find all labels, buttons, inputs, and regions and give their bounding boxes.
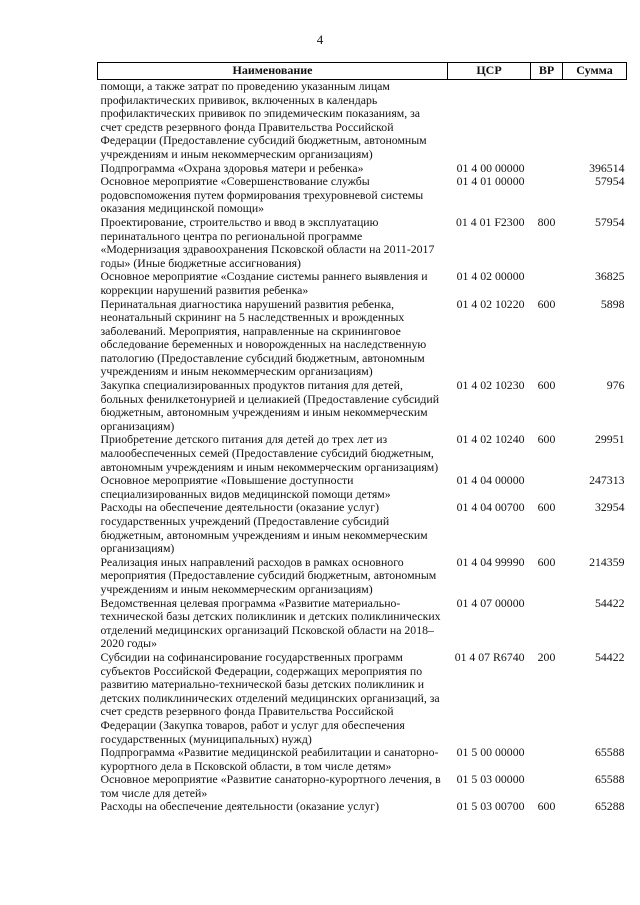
row-sum: 36825 xyxy=(595,269,625,284)
row-name: Реализация иных направлений расходов в рамках основного мероприятия (Предоставление субсидий бюджетным, автономным учреждениям и иным некоммерческим организациям) xyxy=(100,554,437,596)
page-number: 4 xyxy=(316,32,324,47)
row-sum: 57954 xyxy=(595,214,625,229)
row-vr: 600 xyxy=(537,500,556,515)
header-csr: ЦСР xyxy=(448,63,531,80)
header-vr: ВР xyxy=(531,63,563,80)
row-csr: 01 4 07 00000 xyxy=(456,595,525,610)
header-sum: Сумма xyxy=(563,63,627,80)
table-row xyxy=(98,270,627,297)
table-row xyxy=(98,501,627,555)
row-vr xyxy=(531,773,563,800)
header-name: Наименование xyxy=(98,63,448,80)
row-csr: 01 4 02 10220 xyxy=(456,296,525,311)
row-name: Перинатальная диагностика нарушений развития ребенка, неонатальный скрининг на 5 наследственных и врожденных заболеваний. Мероприятия, направленные на скрининговое обследование беременных и новорожденных на наследственную патологию (Предоставление субсидий бюджетным, автономным учреждениям и иным некоммерческим организациям) xyxy=(100,296,427,379)
row-sum: 29951 xyxy=(595,432,625,447)
table-row xyxy=(98,433,627,474)
table-row xyxy=(98,800,627,814)
row-sum: 65588 xyxy=(595,772,625,787)
row-name: Расходы на обеспечение деятельности (оказание услуг) xyxy=(100,799,379,814)
row-sum: 5898 xyxy=(600,296,625,311)
row-name: Приобретение детского питания для детей до трех лет из малообеспеченных семей (Предоставление субсидий бюджетным, автономным учреждениям и иным некоммерческим организациям) xyxy=(100,432,439,474)
row-name: Подпрограмма «Охрана здоровья матери и ребенка» xyxy=(100,160,364,175)
table-row xyxy=(98,651,627,746)
row-csr: 01 4 01 00000 xyxy=(456,174,525,189)
row-name: помощи, а также затрат по проведению указанным лицам профилактических прививок, включенных в календарь профилактических прививок по эпидемическим показаниям, за счет средств резервного фонда Правительства Российской Федерации (Предоставление субсидий бюджетным, автономным учреждениям и иным некоммерческим организациям) xyxy=(100,79,427,161)
row-vr: 600 xyxy=(537,378,556,393)
row-csr: 01 5 03 00000 xyxy=(456,772,525,787)
row-sum: 32954 xyxy=(595,500,625,515)
table-row xyxy=(98,556,627,597)
table-row xyxy=(98,162,627,176)
row-vr xyxy=(531,746,563,773)
row-sum: 54422 xyxy=(595,649,625,664)
row-sum: 976 xyxy=(606,378,625,393)
row-csr: 01 5 00 00000 xyxy=(456,745,525,760)
row-csr: 01 4 02 00000 xyxy=(456,269,525,284)
row-csr: 01 4 00 00000 xyxy=(456,160,525,175)
row-name: Закупка специализированных продуктов питания для детей, больных фенилкетонурией и целиакией (Предоставление субсидий бюджетным, автономным учреждениям и иным некоммерческим организациям) xyxy=(100,378,440,433)
row-vr: 200 xyxy=(537,649,556,664)
row-vr xyxy=(531,270,563,297)
row-csr: 01 4 02 10230 xyxy=(456,378,525,393)
budget-table xyxy=(97,62,627,814)
table-row xyxy=(98,175,627,216)
table-row xyxy=(98,746,627,773)
row-name: Основное мероприятие «Развитие санаторно-курортного лечения, в том числе для детей» xyxy=(100,772,441,800)
row-sum: 214359 xyxy=(589,554,625,569)
row-sum: 54422 xyxy=(595,595,625,610)
table-row xyxy=(98,216,627,270)
table-body xyxy=(98,80,627,815)
row-csr: 01 4 04 00700 xyxy=(456,500,525,515)
row-vr xyxy=(531,474,563,501)
row-vr xyxy=(531,80,563,162)
row-vr: 600 xyxy=(537,296,556,311)
table-row xyxy=(98,80,627,162)
row-sum: 247313 xyxy=(589,473,625,488)
row-name: Основное мероприятие «Повышение доступности специализированных видов медицинской помощи детям» xyxy=(100,473,391,501)
table-header xyxy=(98,63,627,80)
row-name: Основное мероприятие «Создание системы раннего выявления и коррекции нарушений развития ребенка» xyxy=(100,269,428,297)
row-csr: 01 4 02 10240 xyxy=(456,432,525,447)
row-csr: 01 4 04 00000 xyxy=(456,473,525,488)
row-sum: 396514 xyxy=(589,160,625,175)
row-vr: 600 xyxy=(537,432,556,447)
row-csr xyxy=(448,80,531,162)
table-row xyxy=(98,773,627,800)
row-name: Расходы на обеспечение деятельности (оказание услуг) государственных учреждений (Предоставление субсидий бюджетным, автономным учреждениям и иным некоммерческим организациям) xyxy=(100,500,428,556)
row-vr xyxy=(531,175,563,216)
row-vr: 600 xyxy=(537,799,556,814)
row-name: Подпрограмма «Развитие медицинской реабилитации и санаторно-курортного дела в Псковской области, в том числе детям» xyxy=(100,745,439,773)
row-sum: 65588 xyxy=(595,745,625,760)
row-name: Субсидии на софинансирование государственных программ субъектов Российской Федерации, содержащих мероприятия по развитию материально-технической базы детских поликлиник и детских поликлинических отделений медицинских организаций, за счет средств резервного фонда Правительства Российской Федерации (Закупка товаров, работ и услуг для обеспечения государственных (муниципальных) нужд) xyxy=(100,649,440,746)
row-name: Проектирование, строительство и ввод в эксплуатацию перинатального центра по региональной программе «Модернизация здравоохранения Псковской области на 2011-2017 годы» (Иные бюджетные ассигнования) xyxy=(100,214,435,270)
table-row xyxy=(98,379,627,433)
row-name: Ведомственная целевая программа «Развитие материально-технической базы детских поликлиник и детских поликлинических отделений медицинских организаций Псковской области на 2018–2020 годы» xyxy=(100,595,441,651)
row-sum xyxy=(563,80,627,162)
table-row xyxy=(98,474,627,501)
row-sum: 57954 xyxy=(595,174,625,189)
row-vr xyxy=(531,162,563,176)
row-vr xyxy=(531,597,563,651)
table-row xyxy=(98,597,627,651)
row-csr: 01 4 04 99990 xyxy=(456,554,525,569)
row-csr: 01 4 07 R6740 xyxy=(454,649,525,664)
row-csr: 01 5 03 00700 xyxy=(456,799,525,814)
row-csr: 01 4 01 F2300 xyxy=(456,214,525,229)
header-row xyxy=(98,63,627,80)
row-name: Основное мероприятие «Совершенствование службы родовспоможения путем формирования трехуровневой системы оказания медицинской помощи» xyxy=(100,174,424,216)
row-vr: 600 xyxy=(537,554,556,569)
row-vr: 800 xyxy=(537,214,556,229)
row-sum: 65288 xyxy=(595,799,625,814)
table-row xyxy=(98,298,627,380)
